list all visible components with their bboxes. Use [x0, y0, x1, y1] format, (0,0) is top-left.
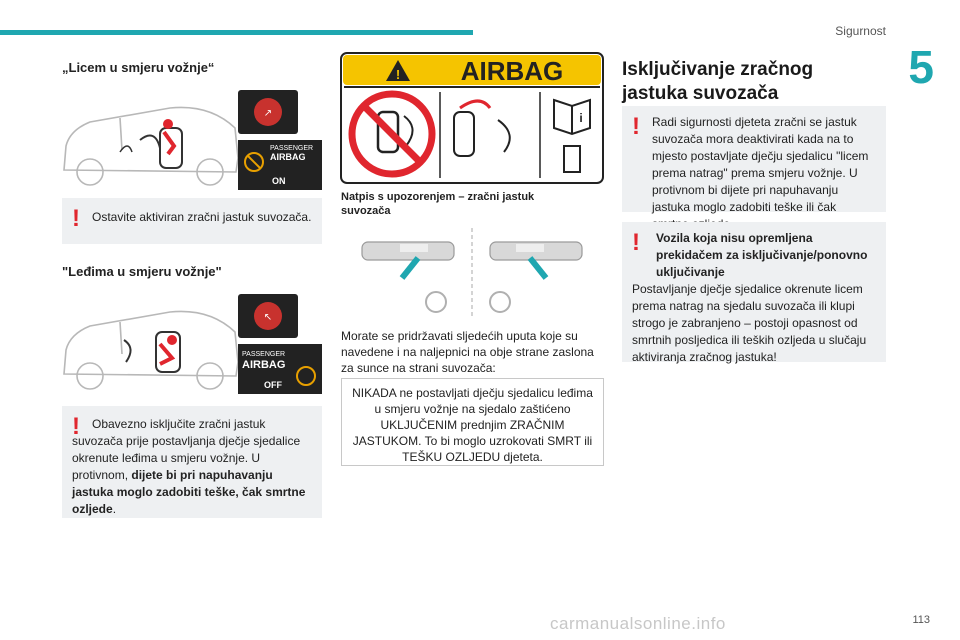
no-child-seat-icon: [352, 94, 432, 174]
panel-state-off: OFF: [264, 380, 282, 390]
car-outline-icon: [64, 107, 238, 185]
watermark: carmanualsonline.info: [550, 614, 726, 633]
heading-rear-facing: "Leđima u smjeru vožnje": [62, 264, 222, 279]
heading-forward-facing: „Licem u smjeru vožnje“: [62, 60, 215, 75]
warning-box-child-safety: [622, 106, 886, 212]
warning-text: Postavljanje dječje sjedalice okrenute licem prema natrag na sjedalu suvozača ili klupi strogo je zabranjeno – postoji opasnost od smrtnih posljedica ili teških ozljeda u slučaju aktiviranja zračnog jastuka!: [632, 282, 867, 364]
forward-facing-illustration: [60, 88, 322, 192]
sticker-warning-box: NIKADA ne postavljati dječju sjedalicu leđima u smjeru vožnje na sjedalo zaštićeno UKLJUČENIM prednjim ZRAČNIM JASTUKOM. To bi moglo uzrokovati SMRT ili TEŠKU OZLJEDU djeteta.: [341, 378, 604, 466]
warning-text: Obavezno isključite zračni jastuk suvozača prije postavljanja dječje sjedalice okrenute leđima u smjeru vožnje. U protivnom,: [72, 417, 301, 482]
warning-box-deactivate: [62, 406, 322, 518]
warning-text: Radi sigurnosti djeteta zračni se jastuk suvozača mora deaktivirati kada na to mjesto postavljate dječju sjedalicu "licem prema natrag" prema smjeru vožnje. U protivnom bi dijete pri napuhavanju jastuka moglo zadobiti teške ili čak: [652, 115, 869, 214]
svg-text:↖: ↖: [263, 312, 273, 323]
section-title: Sigurnost: [835, 24, 886, 38]
rear-facing-illustration: [60, 292, 322, 396]
exclamation-icon: !: [72, 413, 80, 440]
warning-title: Vozila koja nisu opremljena prekidačem za isključivanje/ponovno uključivanje: [656, 231, 868, 279]
panel-state-on: ON: [272, 176, 286, 186]
warning-box-no-switch: [622, 222, 886, 362]
airbag-warning-label: [340, 52, 604, 184]
panel-passenger-label: PASSENGER: [242, 351, 286, 358]
exclamation-icon: !: [72, 205, 80, 232]
panel-airbag-label: AIRBAG: [242, 359, 286, 371]
airbag-status-panel-off: [238, 344, 322, 394]
exclamation-icon: !: [632, 229, 640, 256]
svg-text:!: !: [395, 67, 401, 82]
page-number: 113: [912, 614, 930, 626]
warning-box-keep-airbag: [62, 198, 322, 244]
warning-text-tail: .: [112, 502, 117, 516]
airbag-switch-icon: [238, 294, 298, 338]
panel-airbag-label: AIRBAG: [270, 152, 306, 162]
chapter-number: 5: [908, 41, 934, 93]
svg-text:↗: ↗: [263, 108, 273, 119]
airbag-label-text: AIRBAG: [460, 56, 564, 86]
child-seat-icon: [124, 332, 180, 372]
warning-text: Ostavite aktiviran zračni jastuk suvozača.: [92, 210, 312, 224]
exclamation-icon: !: [632, 113, 640, 140]
car-outline-icon: [64, 311, 238, 389]
figure-caption: Natpis s upozorenjem – zračni jastuk suvozača: [341, 191, 535, 217]
warning-text-bold: dijete bi pri napuhavanju jastuka moglo zadobiti teške, čak smrtne ozljede: [72, 468, 306, 516]
header-accent-bar: [0, 30, 473, 35]
sun-visor-illustration: [340, 224, 604, 320]
child-seat-icon: [120, 119, 182, 168]
instruction-text: Morate se pridržavati sljedećih uputa koje su navedene i na naljepnici na obje strane zaslona za sunce na strani suvozača:: [341, 329, 594, 375]
panel-passenger-label: PASSENGER: [270, 145, 314, 152]
svg-text:i: i: [579, 111, 583, 125]
airbag-switch-icon: [238, 90, 298, 134]
heading-deactivation: Isključivanje zračnog jastuka suvozača: [622, 59, 814, 104]
airbag-status-panel-on: [238, 140, 322, 190]
